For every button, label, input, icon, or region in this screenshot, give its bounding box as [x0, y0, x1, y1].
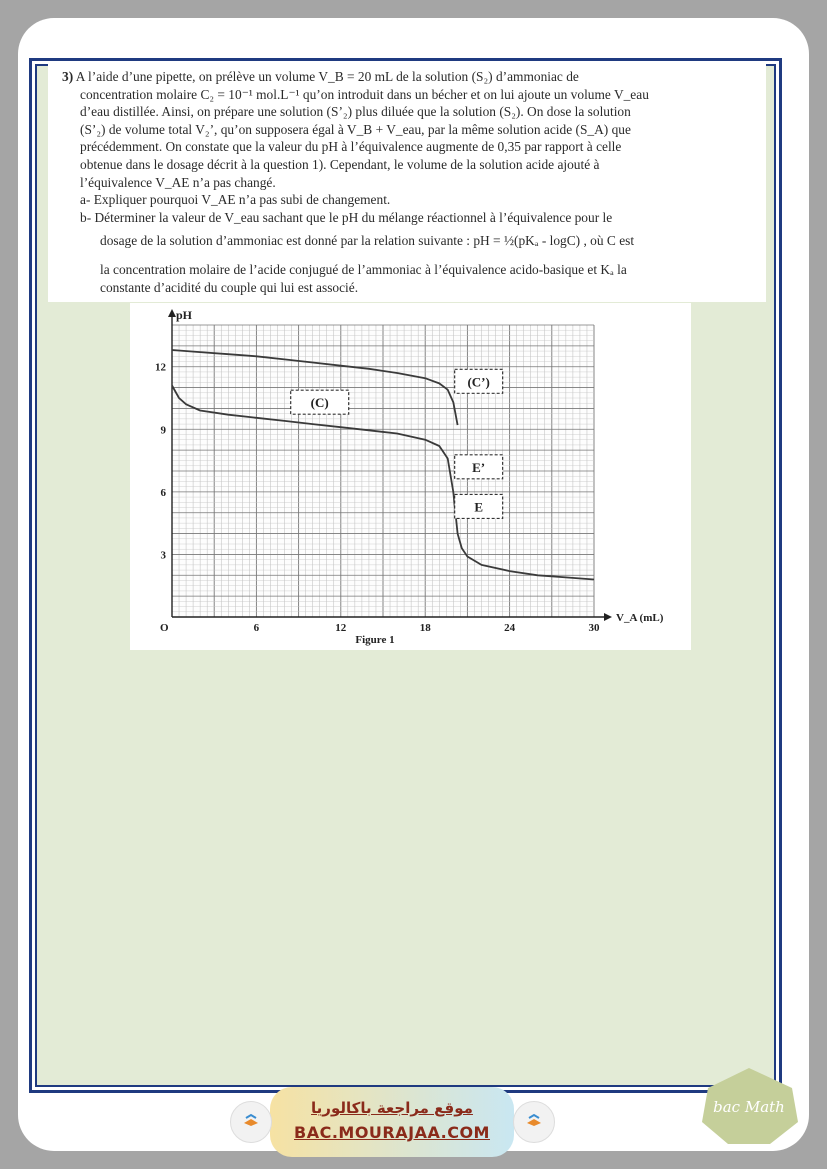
- part-b-line-4: constante d’acidité du couple qui lui est associé.: [100, 279, 359, 295]
- y-tick-label: 12: [155, 361, 166, 374]
- label-e-text: E: [474, 499, 483, 515]
- x-axis-label: V_A (mL): [616, 612, 664, 624]
- part-b-line-3: la concentration molaire de l’acide conjugué de l’ammoniac à l’équivalence acido-basique et Kₐ la: [100, 262, 627, 277]
- titration-chart: [130, 303, 691, 650]
- y-axis-label: pH: [176, 308, 193, 322]
- problem-line-6: obtenue dans le dosage décrit à la question 1). Cependant, le volume de la solution acide ajouté à: [80, 157, 600, 172]
- problem-line-4: (S’₂) de volume total V₂’, qu’on supposera égal à V_B + V_eau, par la même solution acide (S_A) que: [80, 121, 631, 137]
- site-logo-left-icon: [230, 1101, 272, 1143]
- y-tick-label: 9: [160, 424, 166, 437]
- part-b-line-1: b- Déterminer la valeur de V_eau sachant que le pH du mélange réactionnel à l’équivalence pour le: [80, 209, 613, 225]
- y-tick-label: 3: [160, 549, 166, 562]
- chart-title: Figure 1: [355, 634, 395, 646]
- problem-line-7: l’équivalence V_AE n’a pas changé.: [80, 174, 276, 190]
- problem-line-3: d’eau distillée. Ainsi, on prépare une solution (S’₂) plus diluée que la solution (S₂). On dose la solution: [80, 104, 631, 120]
- x-tick-label: 18: [419, 622, 431, 634]
- chart-grid: [172, 325, 594, 617]
- figure-1: [130, 303, 691, 650]
- site-banner[interactable]: [270, 1087, 514, 1157]
- problem-text: [48, 64, 766, 302]
- x-tick-label: 30: [588, 622, 600, 634]
- x-tick-label: 6: [253, 622, 260, 634]
- problem-line-2: concentration molaire C₂ = 10⁻¹ mol.L⁻¹ qu’on introduit dans un bécher et on lui ajoute un volume V_eau: [80, 86, 649, 102]
- badge-shape-icon: [698, 1066, 800, 1146]
- x-axis-arrow: [604, 613, 612, 621]
- question-number: 3): [62, 69, 74, 84]
- site-url-link[interactable]: BAC.MOURAJAA.COM: [294, 1123, 490, 1142]
- badge-text: bac Math: [713, 1098, 785, 1116]
- origin-label: O: [160, 622, 169, 634]
- site-arabic-title[interactable]: موقع مراجعة باكالوريا: [311, 1099, 473, 1117]
- problem-line-5: précédemment. On constate que la valeur du pH à l’équivalence augmente de 0,35 par rapport à celle: [80, 139, 622, 155]
- bac-math-badge: [698, 1066, 800, 1146]
- y-tick-label: 6: [160, 486, 166, 499]
- label-e-prime-text: E’: [472, 459, 486, 475]
- x-tick-label: 12: [335, 622, 347, 634]
- part-a: a- Expliquer pourquoi V_AE n’a pas subi de changement.: [80, 192, 391, 208]
- x-tick-label: 24: [504, 622, 516, 634]
- label-c-prime-text: (C’): [467, 374, 490, 390]
- label-c-text: (C): [310, 395, 329, 411]
- part-b-line-2: dosage de la solution d’ammoniac est donné par la relation suivante : pH = ½(pKₐ - logC) , où C est: [100, 233, 635, 248]
- y-axis-arrow: [168, 309, 176, 317]
- site-logo-right-icon: [513, 1101, 555, 1143]
- problem-line-1: A l’aide d’une pipette, on prélève un volume V_B = 20 mL de la solution (S₂) d’ammoniac de: [75, 69, 579, 84]
